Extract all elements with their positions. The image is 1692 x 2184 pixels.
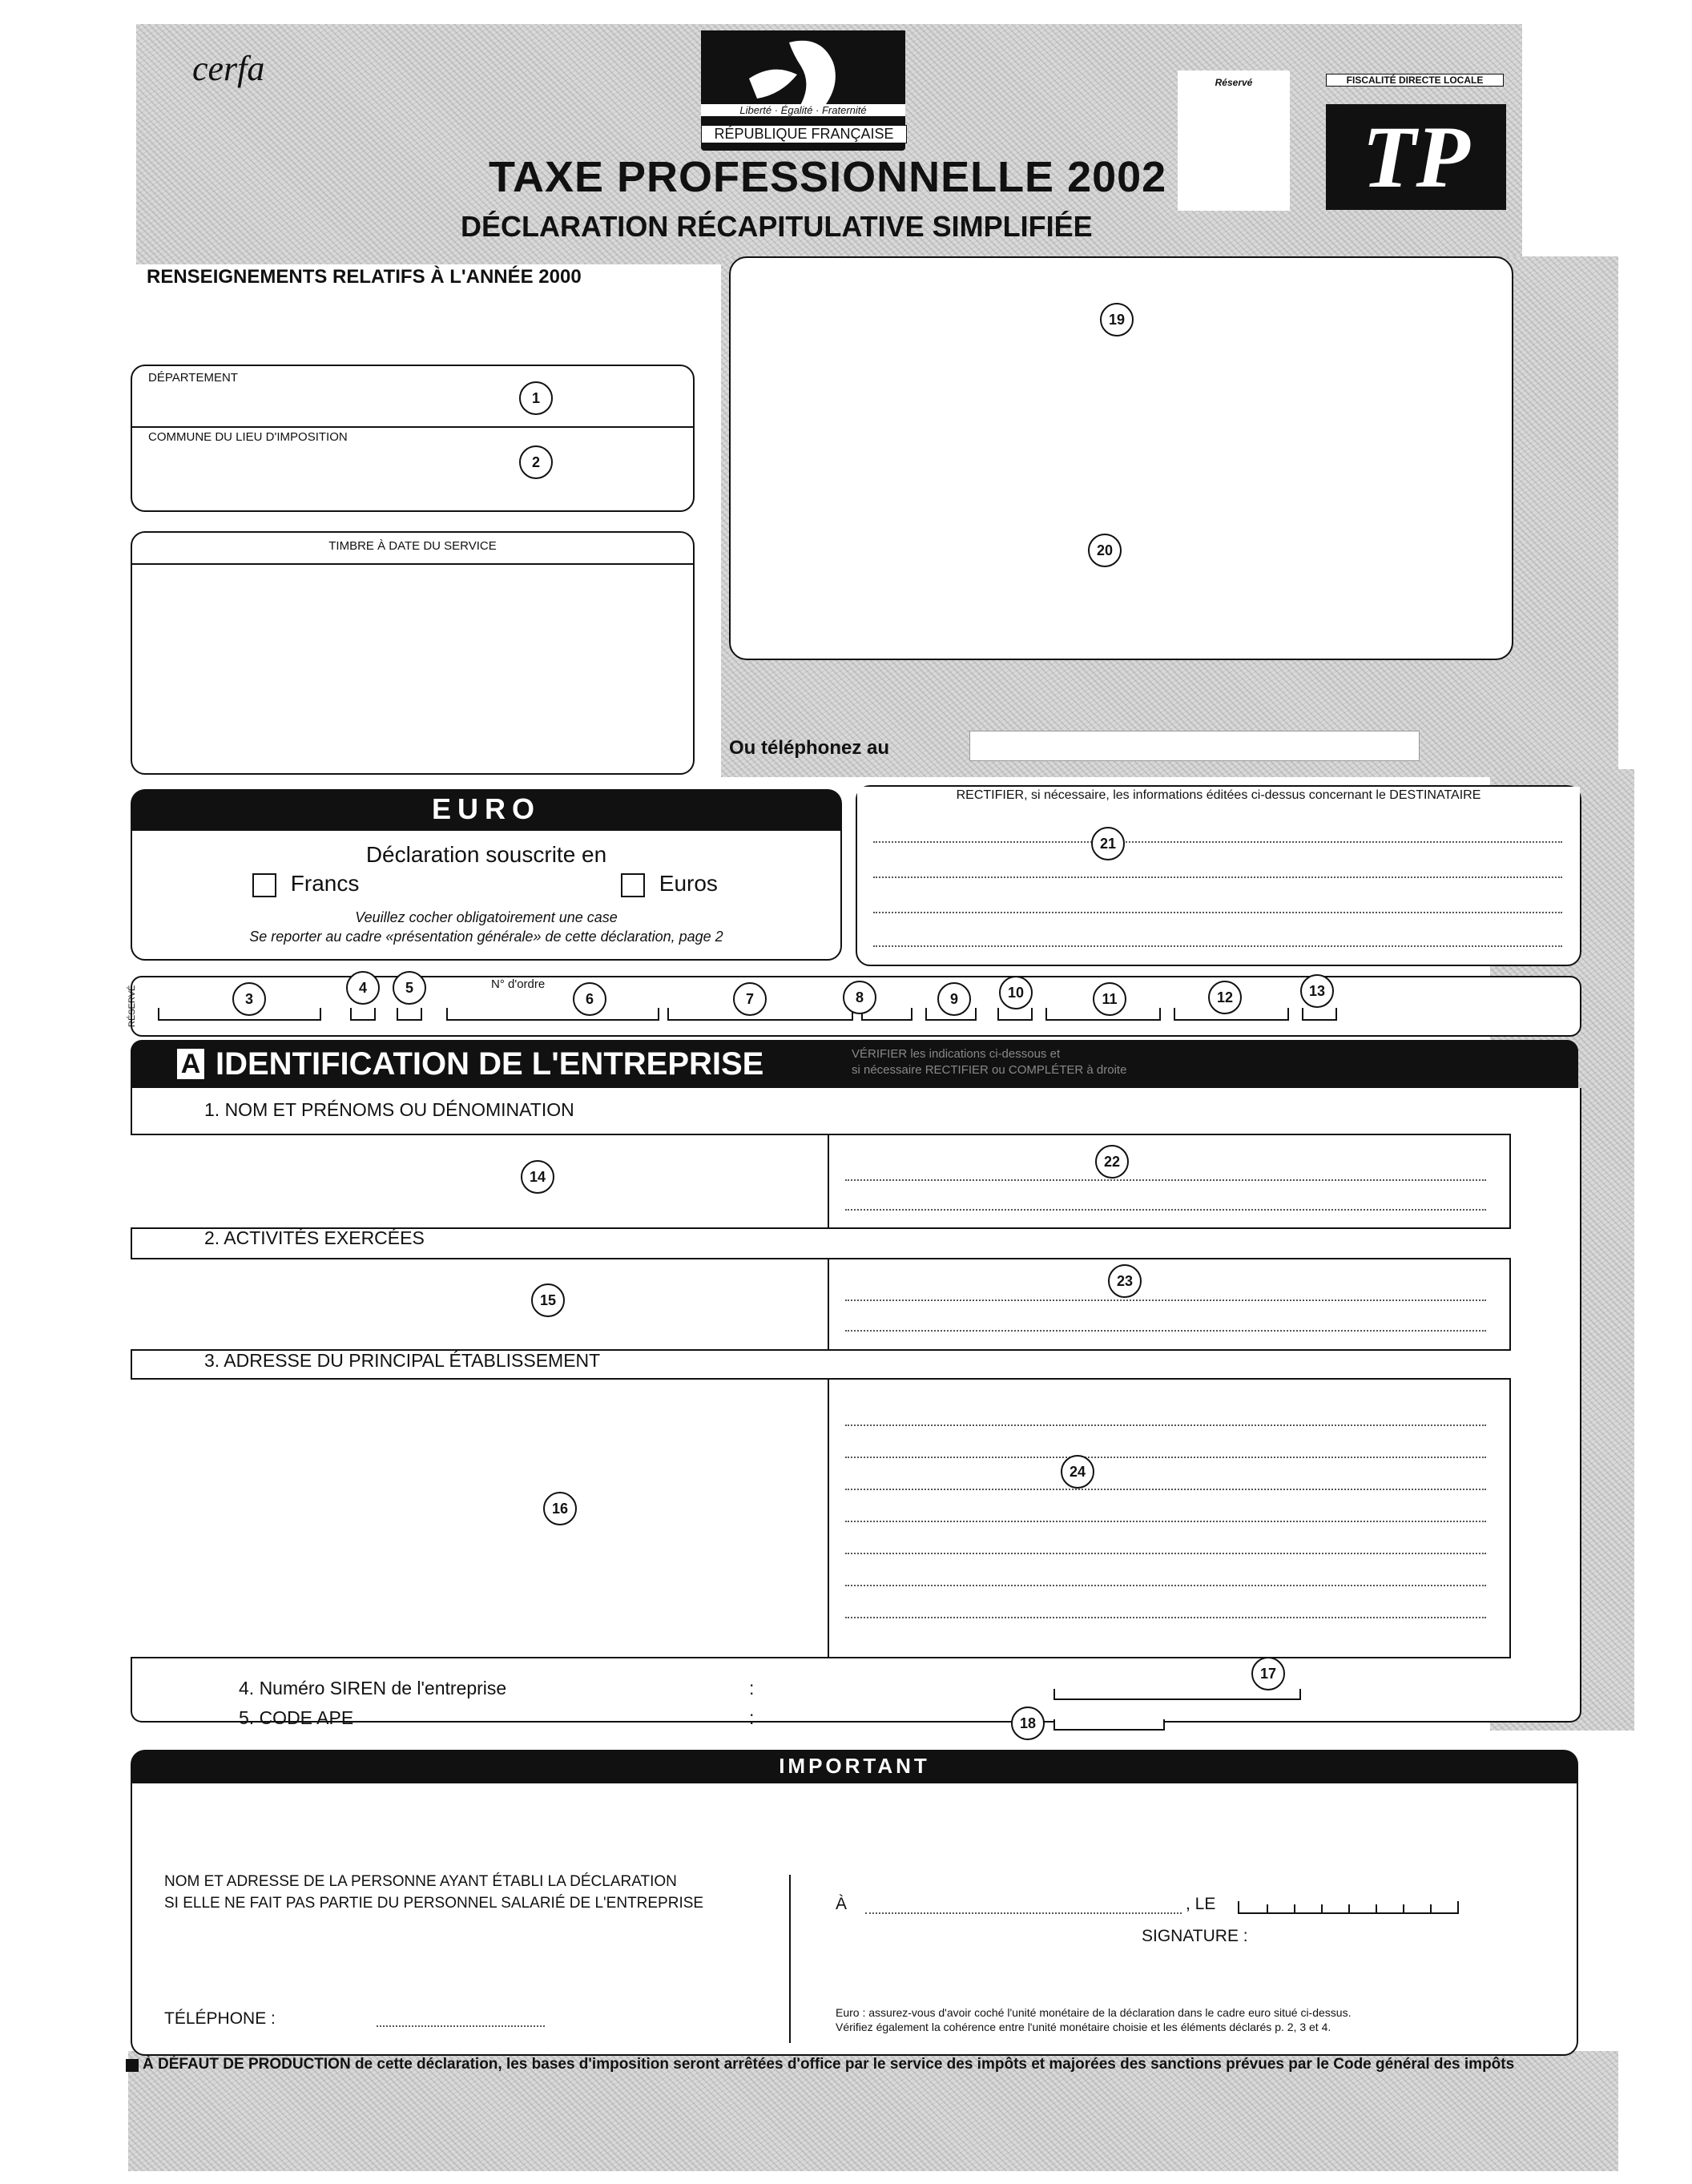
date-tick <box>1376 1904 1377 1912</box>
commune-label: COMMUNE DU LIEU D'IMPOSITION <box>148 430 348 444</box>
name-box-right <box>828 1134 1511 1229</box>
adresse-line[interactable] <box>845 1585 1486 1586</box>
francs-label: Francs <box>290 871 360 896</box>
ape-field[interactable] <box>1053 1719 1165 1731</box>
item1-heading: 1. NOM ET PRÉNOMS OU DÉNOMINATION <box>204 1099 574 1120</box>
marker-10: 10 <box>999 976 1033 1009</box>
euro-declaration-line: Déclaration souscrite en <box>365 842 607 867</box>
marker-15: 15 <box>531 1283 565 1317</box>
field-10[interactable] <box>997 1008 1033 1021</box>
tp-badge: TP <box>1326 104 1506 210</box>
rectifier-line[interactable] <box>873 912 1562 913</box>
date-tick <box>1430 1904 1432 1912</box>
field-13[interactable] <box>1302 1008 1337 1021</box>
euros-label: Euros <box>659 871 718 896</box>
date-tick <box>1294 1904 1295 1912</box>
adresse-box-right <box>828 1378 1511 1658</box>
item4-label: 4. Numéro SIREN de l'entreprise <box>239 1678 507 1698</box>
marker-3: 3 <box>232 982 266 1016</box>
adresse-line[interactable] <box>845 1521 1486 1522</box>
marker-23: 23 <box>1108 1264 1142 1298</box>
marker-14: 14 <box>521 1160 554 1194</box>
section-a-verify <box>852 1046 1126 1078</box>
euro-note-1: Veuillez cocher obligatoirement une case <box>355 909 618 925</box>
marker-13: 13 <box>1300 974 1334 1008</box>
telephonez-label: Ou téléphonez au <box>729 737 890 759</box>
rectifier-line[interactable] <box>873 945 1562 947</box>
local-tax-label: FISCALITÉ DIRECTE LOCALE <box>1326 74 1504 87</box>
name-line[interactable] <box>845 1209 1486 1211</box>
adresse-line[interactable] <box>845 1553 1486 1554</box>
activites-box-right <box>828 1258 1511 1351</box>
euro-note-important-2: Vérifiez également la cohérence entre l'unité monétaire choisie et les éléments déclarés p. 2, 3 et 4. <box>836 2021 1331 2033</box>
adresse-box-left <box>131 1378 829 1658</box>
cerfa-logo: cerfa <box>192 49 265 88</box>
place-line[interactable] <box>865 1912 1182 1914</box>
marker-6: 6 <box>573 982 606 1016</box>
francs-checkbox[interactable] <box>252 873 276 897</box>
marker-1: 1 <box>519 381 553 415</box>
rectifier-box <box>856 785 1581 966</box>
activites-line[interactable] <box>845 1300 1486 1301</box>
marker-16: 16 <box>543 1492 577 1525</box>
marker-9: 9 <box>937 982 971 1016</box>
siren-field[interactable] <box>1053 1689 1301 1700</box>
item5-label: 5. CODE APE <box>239 1707 354 1728</box>
form-title: TAXE PROFESSIONNELLE 2002 <box>489 153 1167 201</box>
francs-option[interactable] <box>252 871 359 897</box>
item5-colon: : <box>749 1707 755 1728</box>
field-6[interactable] <box>446 1008 659 1021</box>
republic-motto: Liberté · Égalité · Fraternité <box>701 104 905 116</box>
reserved-box <box>1178 71 1290 211</box>
marker-21: 21 <box>1091 827 1125 860</box>
telephone-label: TÉLÉPHONE : <box>164 2009 276 2028</box>
a-label: À <box>836 1895 848 1913</box>
republic-name: RÉPUBLIQUE FRANÇAISE <box>701 125 907 143</box>
important-header: IMPORTANT <box>131 1750 1578 1782</box>
timbre-label: TIMBRE À DATE DU SERVICE <box>328 539 497 553</box>
marker-11: 11 <box>1093 982 1126 1016</box>
euro-note-2: Se reporter au cadre «présentation générale» de cette déclaration, page 2 <box>249 929 723 945</box>
marker-20: 20 <box>1088 534 1122 567</box>
marker-2: 2 <box>519 445 553 479</box>
footer-text: À DÉFAUT DE PRODUCTION de cette déclaration, les bases d'imposition seront arrêtées d'office par le service des impôts et majorées des sanctions prévues par le Code général des impôts <box>143 2056 1515 2073</box>
adresse-line[interactable] <box>845 1457 1486 1458</box>
section-a-title: IDENTIFICATION DE L'ENTREPRISE <box>216 1046 764 1082</box>
le-label: , LE <box>1186 1895 1216 1913</box>
departement-label: DÉPARTEMENT <box>148 371 238 385</box>
marker-5: 5 <box>393 971 426 1005</box>
telephone-line[interactable] <box>377 2025 545 2027</box>
marker-17: 17 <box>1251 1657 1285 1690</box>
section-a-letter: A <box>177 1049 204 1079</box>
rectifier-line[interactable] <box>873 876 1562 878</box>
date-tick <box>1267 1904 1268 1912</box>
euro-title-bar: EURO <box>131 789 842 829</box>
marker-7: 7 <box>733 982 767 1016</box>
name-box-left <box>131 1134 829 1229</box>
preparer-line-2: SI ELLE NE FAIT PAS PARTIE DU PERSONNEL SALARIÉ DE L'ENTREPRISE <box>164 1895 704 1912</box>
activites-box-left <box>131 1258 829 1351</box>
field-5[interactable] <box>397 1008 422 1021</box>
reserve-label: RÉSERVÉ <box>127 985 137 1027</box>
marker-19: 19 <box>1100 303 1134 336</box>
field-4[interactable] <box>350 1008 376 1021</box>
footer-bullet <box>126 2059 139 2072</box>
item2-heading: 2. ACTIVITÉS EXERCÉES <box>204 1227 425 1248</box>
verify-line-1: VÉRIFIER les indications ci-dessous et <box>852 1047 1061 1061</box>
preparer-line-1: NOM ET ADRESSE DE LA PERSONNE AYANT ÉTABLI LA DÉCLARATION <box>164 1873 677 1890</box>
euro-note-important-1: Euro : assurez-vous d'avoir coché l'unité monétaire de la déclaration dans le cadre euro situé ci-dessus. <box>836 2006 1352 2019</box>
separator <box>132 563 693 565</box>
marker-12: 12 <box>1208 981 1242 1014</box>
adresse-line[interactable] <box>845 1489 1486 1490</box>
section-a-header <box>131 1040 1578 1088</box>
reserved-label: Réservé <box>1215 77 1253 88</box>
important-divider <box>789 1875 791 2043</box>
date-field[interactable] <box>1238 1901 1459 1914</box>
year-info: RENSEIGNEMENTS RELATIFS À L'ANNÉE 2000 <box>147 266 582 288</box>
euro-box <box>131 829 842 961</box>
telephone-field[interactable] <box>969 731 1420 761</box>
departement-commune-box <box>131 365 695 512</box>
marker-24: 24 <box>1061 1455 1094 1489</box>
euros-option[interactable] <box>621 871 718 897</box>
name-line[interactable] <box>845 1179 1486 1181</box>
activites-line[interactable] <box>845 1330 1486 1332</box>
form-subtitle: DÉCLARATION RÉCAPITULATIVE SIMPLIFIÉE <box>461 210 1093 243</box>
marker-8: 8 <box>843 981 876 1014</box>
rectifier-label: RECTIFIER, si nécessaire, les informations éditées ci-dessus concernant le DESTINATAIRE <box>857 787 1580 804</box>
euros-checkbox[interactable] <box>621 873 645 897</box>
signature-label: SIGNATURE : <box>1142 1927 1248 1945</box>
rectifier-line[interactable] <box>873 841 1562 843</box>
item4-colon: : <box>749 1678 755 1698</box>
marker-18: 18 <box>1011 1707 1045 1740</box>
marker-22: 22 <box>1095 1145 1129 1179</box>
marker-4: 4 <box>346 971 380 1005</box>
ordre-label: N° d'ordre <box>491 977 546 991</box>
date-tick <box>1348 1904 1350 1912</box>
verify-line-2: si nécessaire RECTIFIER ou COMPLÉTER à droite <box>852 1063 1127 1077</box>
item3-heading: 3. ADRESSE DU PRINCIPAL ÉTABLISSEMENT <box>204 1350 601 1371</box>
date-tick <box>1321 1904 1323 1912</box>
date-tick <box>1403 1904 1404 1912</box>
timbre-box <box>131 531 695 775</box>
separator <box>132 426 693 428</box>
adresse-line[interactable] <box>845 1424 1486 1426</box>
adresse-line[interactable] <box>845 1617 1486 1618</box>
